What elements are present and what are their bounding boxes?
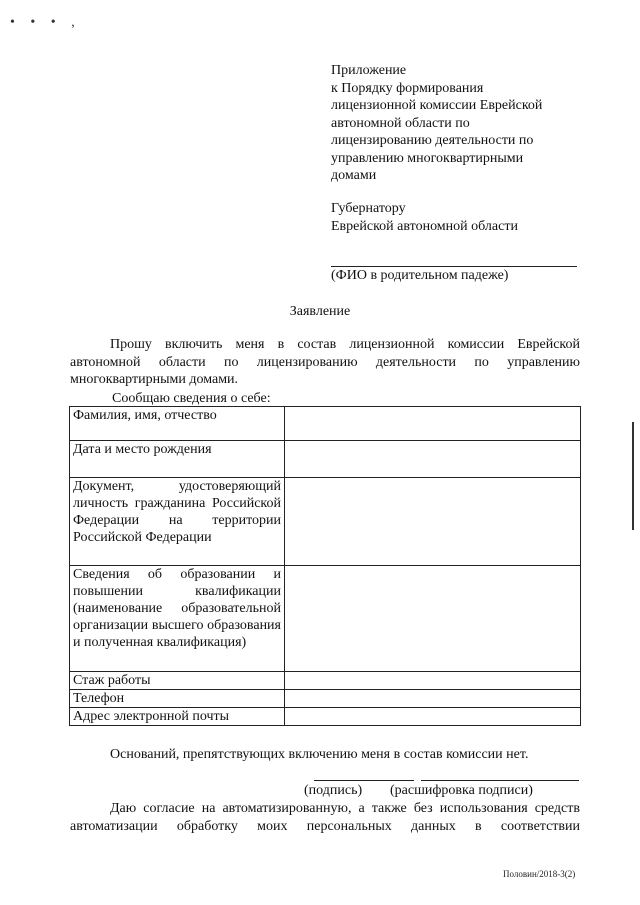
row-label: Телефон [70, 690, 285, 708]
table-row [70, 407, 581, 441]
row-label: Дата и место рождения [70, 441, 285, 478]
table-row [70, 672, 581, 690]
appendix-line: автономной области по [331, 115, 470, 131]
appendix-line: домами [331, 168, 377, 183]
consent-paragraph: Даю согласие на автоматизированную, а также без использования средств автоматизации обработку моих персональных данных в соответствии [70, 801, 580, 834]
appendix-line: к Порядку формирования [331, 80, 484, 96]
intro-text: Сообщаю сведения о себе: [112, 391, 271, 406]
document-title: Заявление [289, 304, 351, 319]
row-label: Стаж работы [70, 672, 285, 690]
signature-caption: (подпись) [304, 783, 363, 798]
row-value [285, 441, 581, 478]
scan-marks: • • • , [10, 15, 81, 30]
addressee-block [331, 200, 601, 235]
row-value [285, 672, 581, 690]
addressee-line: Губернатору [331, 201, 406, 216]
row-value [285, 478, 581, 566]
row-label: Документ, удостоверяющий личность гражданина Российской Федерации на территории Российской Федерации [70, 478, 285, 566]
request-paragraph: Прошу включить меня в состав лицензионной комиссии Еврейской автономной области по лицензированию деятельности по управлению многоквартирными домами. [70, 337, 580, 387]
table-row [70, 478, 581, 566]
fio-caption: (ФИО в родительном падеже) [331, 268, 509, 283]
scan-edge-mark [632, 422, 634, 530]
appendix-line: лицензированию деятельности по [331, 133, 534, 148]
row-label: Фамилия, имя, отчество [70, 407, 285, 441]
row-label: Сведения об образовании и повышении квалификации (наименование образовательной организации высшего образования и полученная квалификация) [70, 566, 285, 672]
appendix-line: управлению многоквартирными [331, 150, 524, 166]
table-row [70, 690, 581, 708]
appendix-block [331, 62, 601, 185]
document-number: Половин/2018-3(2) [503, 869, 576, 879]
row-value [285, 708, 581, 726]
signature-decode-underline [421, 780, 579, 781]
row-label: Адрес электронной почты [70, 708, 285, 726]
row-value [285, 690, 581, 708]
appendix-line: Приложение [331, 63, 407, 78]
table-row [70, 708, 581, 726]
row-value [285, 566, 581, 672]
signature-underline [314, 780, 414, 781]
signature-decode-caption: (расшифровка подписи) [390, 783, 533, 798]
row-value [285, 407, 581, 441]
table-row [70, 441, 581, 478]
table-row [70, 566, 581, 672]
addressee-line: Еврейской автономной области [331, 218, 518, 234]
no-grounds-statement: Оснований, препятствующих включению меня в состав комиссии нет. [110, 747, 529, 762]
appendix-line: лицензионной комиссии Еврейской [331, 98, 543, 113]
personal-info-table [69, 406, 581, 726]
